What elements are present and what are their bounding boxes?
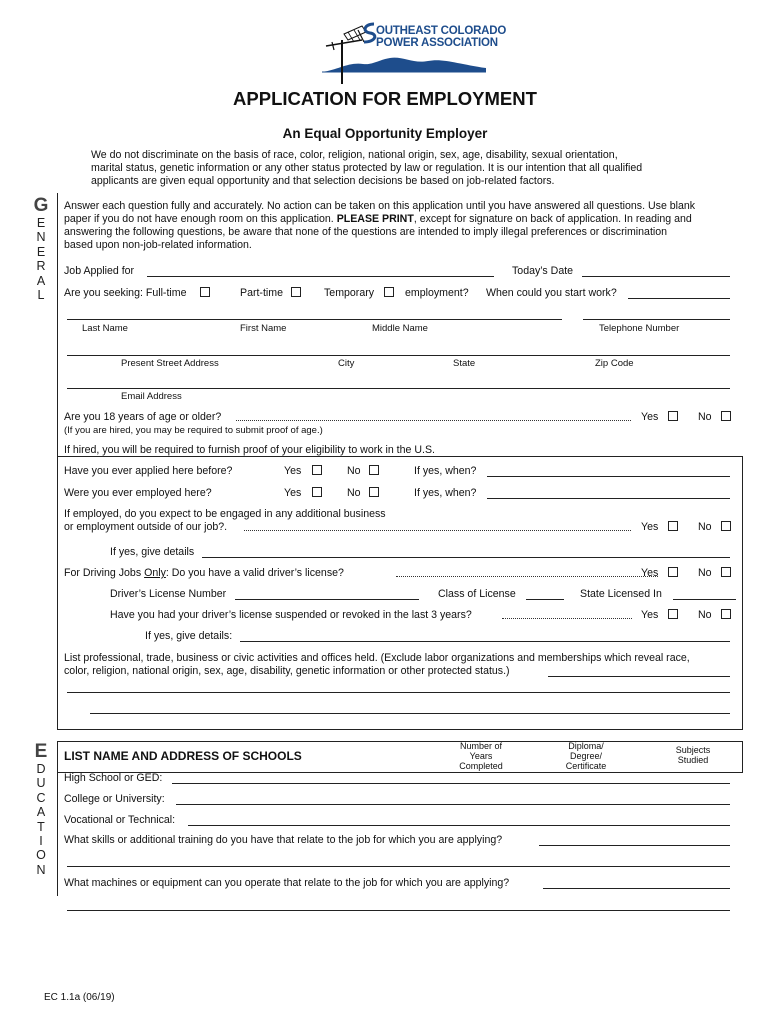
license-yes-checkbox[interactable] bbox=[668, 567, 678, 577]
suspended-details-label: If yes, give details: bbox=[145, 630, 233, 642]
todays-date-label: Today’s Date bbox=[512, 265, 574, 277]
diploma-column-header: Diploma/ Degree/ Certificate bbox=[565, 741, 607, 771]
intro-line-4: based upon non-job-related information. bbox=[64, 239, 252, 251]
high-school-label: High School or GED: bbox=[64, 772, 163, 784]
employed-no-checkbox[interactable] bbox=[369, 487, 379, 497]
vocational-label: Vocational or Technical: bbox=[64, 814, 176, 826]
schools-header: LIST NAME AND ADDRESS OF SCHOOLS bbox=[64, 749, 302, 763]
dl-state-field[interactable] bbox=[673, 599, 736, 600]
address-field[interactable] bbox=[67, 355, 730, 356]
education-top-rule bbox=[57, 741, 743, 742]
other-business-leader bbox=[244, 530, 631, 531]
vocational-field[interactable] bbox=[188, 825, 730, 826]
employed-yes-label: Yes bbox=[284, 487, 302, 499]
zip-label: Zip Code bbox=[595, 358, 634, 369]
employed-no-label: No bbox=[347, 487, 361, 499]
company-logo bbox=[318, 20, 507, 84]
telephone-label: Telephone Number bbox=[599, 323, 680, 334]
suspended-leader bbox=[502, 618, 632, 619]
age-yes-checkbox[interactable] bbox=[668, 411, 678, 421]
intro-line-1: Answer each question fully and accurately. No action can be taken on this application until you have answered all questions. Use blank bbox=[64, 200, 696, 212]
machines-field-1[interactable] bbox=[543, 888, 730, 889]
employed-yes-checkbox[interactable] bbox=[312, 487, 322, 497]
general-side-label: G E N E R A L bbox=[33, 195, 49, 303]
intro-please-print: PLEASE PRINT bbox=[336, 213, 414, 225]
dl-class-label: Class of License bbox=[438, 588, 516, 600]
eligibility-rule bbox=[57, 456, 743, 457]
suspended-details-field[interactable] bbox=[240, 641, 730, 642]
activities-line-1: List professional, trade, business or civic activities and offices held. (Exclude labor organizations and memberships which reveal race, bbox=[64, 652, 690, 664]
age-no-label: No bbox=[698, 411, 712, 423]
middle-name-label: Middle Name bbox=[372, 323, 428, 334]
education-left-rule bbox=[57, 741, 58, 896]
suspended-yes-label: Yes bbox=[641, 609, 659, 621]
applied-when-label: If yes, when? bbox=[414, 465, 477, 477]
years-column-header: Number of Years Completed bbox=[459, 741, 503, 771]
business-details-label: If yes, give details bbox=[110, 546, 195, 558]
business-no-checkbox[interactable] bbox=[721, 521, 731, 531]
form-code: EC 1.1a (06/19) bbox=[44, 992, 115, 1003]
education-right-rule bbox=[742, 741, 743, 772]
skills-question: What skills or additional training do you have that relate to the job for which you are applying? bbox=[64, 834, 503, 846]
start-work-field[interactable] bbox=[628, 298, 730, 299]
driving-leader bbox=[396, 576, 658, 577]
job-applied-label: Job Applied for bbox=[64, 265, 135, 277]
page-subtitle: An Equal Opportunity Employer bbox=[282, 126, 488, 141]
age-yes-label: Yes bbox=[641, 411, 659, 423]
business-no-label: No bbox=[698, 521, 712, 533]
age-note: (If you are hired, you may be required to submit proof of age.) bbox=[64, 425, 323, 436]
name-field[interactable] bbox=[67, 319, 562, 320]
seeking-label: Are you seeking: Full-time bbox=[64, 287, 187, 299]
machines-question: What machines or equipment can you operate that relate to the job for which you are applying? bbox=[64, 877, 510, 889]
age-question: Are you 18 years of age or older? bbox=[64, 411, 222, 423]
driving-question bbox=[64, 567, 344, 579]
email-label: Email Address bbox=[121, 391, 182, 402]
suspended-no-label: No bbox=[698, 609, 712, 621]
intro-line-2a: paper if you do not have enough room on this application. bbox=[64, 213, 337, 225]
business-yes-checkbox[interactable] bbox=[668, 521, 678, 531]
last-name-label: Last Name bbox=[82, 323, 128, 334]
dl-class-field[interactable] bbox=[526, 599, 564, 600]
state-label: State bbox=[453, 358, 476, 369]
first-name-label: First Name bbox=[240, 323, 287, 334]
city-label: City bbox=[338, 358, 355, 369]
applied-when-field[interactable] bbox=[487, 476, 730, 477]
activities-field-2[interactable] bbox=[67, 692, 730, 693]
logo-text-line2: POWER ASSOCIATION bbox=[376, 37, 498, 49]
skills-field-1[interactable] bbox=[539, 845, 730, 846]
eligibility-text: If hired, you will be required to furnish proof of your eligibility to work in the U.S. bbox=[64, 444, 435, 456]
activities-field-1[interactable] bbox=[548, 676, 730, 677]
intro-line-3: answering the following questions, be aware that none of the questions are intended to imply illegal preferences or discrimination bbox=[64, 226, 668, 238]
applied-before-question: Have you ever applied here before? bbox=[64, 465, 233, 477]
driving-question-a: For Driving Jobs bbox=[64, 567, 145, 579]
education-side-label: E D U C A T I O N bbox=[34, 741, 48, 877]
dl-state-label: State Licensed In bbox=[580, 588, 662, 600]
todays-date-field[interactable] bbox=[582, 276, 730, 277]
temporary-checkbox[interactable] bbox=[384, 287, 394, 297]
age-leader bbox=[236, 420, 631, 421]
logo-text-line1: OUTHEAST COLORADO bbox=[376, 25, 507, 37]
applied-yes-checkbox[interactable] bbox=[312, 465, 322, 475]
machines-field-2[interactable] bbox=[67, 910, 730, 911]
employment-label: employment? bbox=[405, 287, 469, 299]
driving-question-c: : Do you have a valid driver’s license? bbox=[165, 567, 344, 579]
dl-number-field[interactable] bbox=[235, 599, 419, 600]
part-time-label: Part-time bbox=[240, 287, 283, 299]
license-no-checkbox[interactable] bbox=[721, 567, 731, 577]
eeo-line-2: marital status, genetic information or any other status protected by law or regulation. It is our intention that all qualified bbox=[91, 162, 643, 174]
other-business-line-1: If employed, do you expect to be engaged in any additional business bbox=[64, 508, 386, 520]
email-field[interactable] bbox=[67, 388, 730, 389]
activities-field-3[interactable] bbox=[90, 713, 730, 714]
activities-line-2: color, religion, national origin, sex, age, disability, genetic information or other protected status.) bbox=[64, 665, 510, 677]
suspended-question: Have you had your driver’s license suspended or revoked in the last 3 years? bbox=[110, 609, 472, 621]
skills-field-2[interactable] bbox=[67, 866, 730, 867]
applied-no-checkbox[interactable] bbox=[369, 465, 379, 475]
college-field[interactable] bbox=[176, 804, 730, 805]
college-label: College or University: bbox=[64, 793, 165, 805]
street-label: Present Street Address bbox=[121, 358, 219, 369]
page-title: APPLICATION FOR EMPLOYMENT bbox=[233, 88, 537, 109]
applied-no-label: No bbox=[347, 465, 361, 477]
business-yes-label: Yes bbox=[641, 521, 659, 533]
suspended-yes-checkbox[interactable] bbox=[668, 609, 678, 619]
dl-number-label: Driver’s License Number bbox=[110, 588, 227, 600]
job-applied-field[interactable] bbox=[147, 276, 494, 277]
general-left-rule bbox=[57, 193, 58, 729]
part-time-checkbox[interactable] bbox=[291, 287, 301, 297]
employed-when-label: If yes, when? bbox=[414, 487, 477, 499]
business-details-field[interactable] bbox=[202, 557, 730, 558]
eeo-line-1: We do not discriminate on the basis of race, color, religion, national origin, sex, age, disability, sexual orientation, bbox=[91, 149, 618, 161]
license-yes-label: Yes bbox=[641, 567, 659, 579]
general-right-rule bbox=[742, 456, 743, 729]
intro-line-2 bbox=[64, 213, 692, 225]
applied-yes-label: Yes bbox=[284, 465, 302, 477]
suspended-no-checkbox[interactable] bbox=[721, 609, 731, 619]
employed-when-field[interactable] bbox=[487, 498, 730, 499]
start-work-label: When could you start work? bbox=[486, 287, 617, 299]
eeo-line-3: applicants are given equal opportunity and that selection decisions be based on job-related factors. bbox=[91, 175, 555, 187]
subjects-column-header: Subjects Studied bbox=[675, 745, 711, 765]
employed-before-question: Were you ever employed here? bbox=[64, 487, 212, 499]
intro-line-2c: , except for signature on back of application. In reading and bbox=[413, 213, 692, 225]
full-time-checkbox[interactable] bbox=[200, 287, 210, 297]
other-business-line-2: or employment outside of our job?. bbox=[64, 521, 228, 533]
temporary-label: Temporary bbox=[324, 287, 375, 299]
driving-question-only: Only bbox=[144, 567, 166, 579]
age-no-checkbox[interactable] bbox=[721, 411, 731, 421]
license-no-label: No bbox=[698, 567, 712, 579]
high-school-field[interactable] bbox=[172, 783, 730, 784]
general-bottom-rule bbox=[57, 729, 743, 730]
telephone-field[interactable] bbox=[583, 319, 730, 320]
